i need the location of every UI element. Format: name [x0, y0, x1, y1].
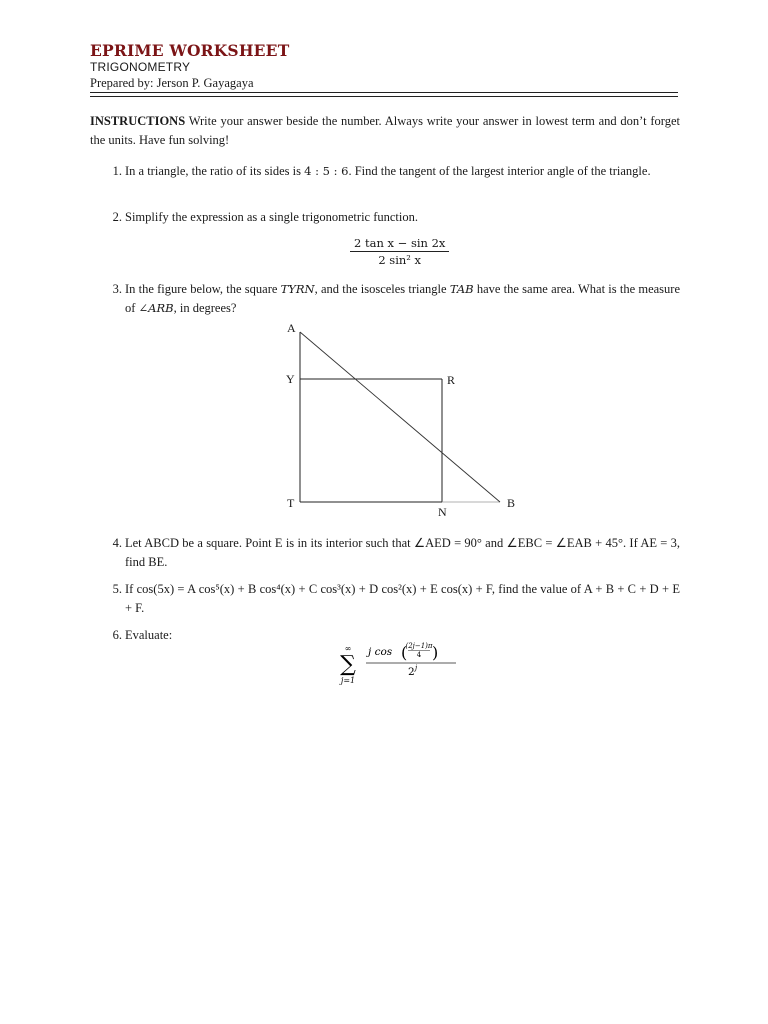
label-T: T [287, 496, 295, 510]
sum-upper-limit: ∞ [344, 644, 352, 653]
question-text: Let ABCD be a square. Point E is in its interior such that ∠AED = 90° and ∠EBC = ∠EAB + 45°. If AE = 3, find BE. [125, 536, 680, 569]
sigma-symbol: ∑ [340, 652, 356, 677]
label-N: N [438, 505, 447, 519]
question-number: 1. [112, 164, 122, 178]
subject-label: TRIGONOMETRY [90, 60, 191, 74]
label-B: B [507, 496, 516, 510]
question-number: 4. [112, 536, 122, 550]
label-Y: Y [286, 372, 295, 386]
close-paren: ) [432, 643, 439, 662]
question-text: , and the isosceles triangle [314, 282, 450, 296]
question-text: In a triangle, the ratio of its sides is [125, 164, 305, 178]
numerator-lead: j cos [368, 646, 393, 658]
question-2 [106, 208, 680, 227]
question-number: 5. [112, 582, 122, 596]
inner-numerator: (2j−1)π [405, 642, 433, 650]
worksheet-title: EPRIME WORKSHEET [90, 41, 290, 60]
segment-AB [300, 332, 500, 502]
math-triangle-name: TAB [449, 282, 474, 296]
label-R: R [447, 373, 456, 387]
fraction-denominator: 2 sin² x [378, 253, 422, 267]
label-A: A [287, 321, 296, 335]
question-5 [106, 580, 680, 617]
inner-denominator: 4 [416, 651, 422, 659]
expression-fraction [350, 236, 449, 267]
math-ratio: 4 : 5 : 6 [304, 164, 349, 178]
math-square-name: TYRN [280, 282, 315, 296]
instructions-text: Write your answer beside the number. Always write your answer in lowest term and don’t forget the units. Have fun solving! [90, 114, 680, 147]
question-1 [106, 162, 680, 181]
question-number: 2. [112, 210, 122, 224]
instructions [90, 112, 680, 149]
question-number: 6. [112, 628, 122, 642]
question-text: In the figure below, the square [125, 282, 281, 296]
question-text: . Find the tangent of the largest interior angle of the triangle. [348, 164, 651, 178]
question-text: If cos(5x) = A cos⁵(x) + B cos⁴(x) + C cos³(x) + D cos²(x) + E cos(x) + F, find the value of A + B + C + D + E + F. [125, 582, 680, 615]
summation-expression [338, 638, 468, 688]
header-rule-thin [90, 96, 678, 97]
sum-lower-limit: j=1 [340, 676, 356, 685]
denominator-base: 2 [408, 666, 415, 678]
question-text: Simplify the expression as a single trigonometric function. [125, 210, 418, 224]
fraction-bar [350, 251, 449, 252]
author-line: Prepared by: Jerson P. Gayagaya [90, 76, 254, 90]
denominator-exponent: j [415, 664, 418, 672]
open-paren: ( [401, 643, 408, 662]
geometry-figure [280, 318, 520, 528]
question-4 [106, 534, 680, 571]
question-text: , in degrees? [173, 300, 237, 315]
fraction-numerator: 2 tan x − sin 2x [354, 236, 446, 250]
instructions-label: INSTRUCTIONS [90, 114, 186, 128]
math-angle-name: ∠ARB [138, 300, 174, 315]
question-3 [106, 280, 680, 317]
header-rule-thick [90, 92, 678, 93]
question-number: 3. [112, 282, 122, 296]
question-text: Evaluate: [125, 628, 173, 642]
question-text: have the same area. What is the measure of [125, 282, 680, 315]
